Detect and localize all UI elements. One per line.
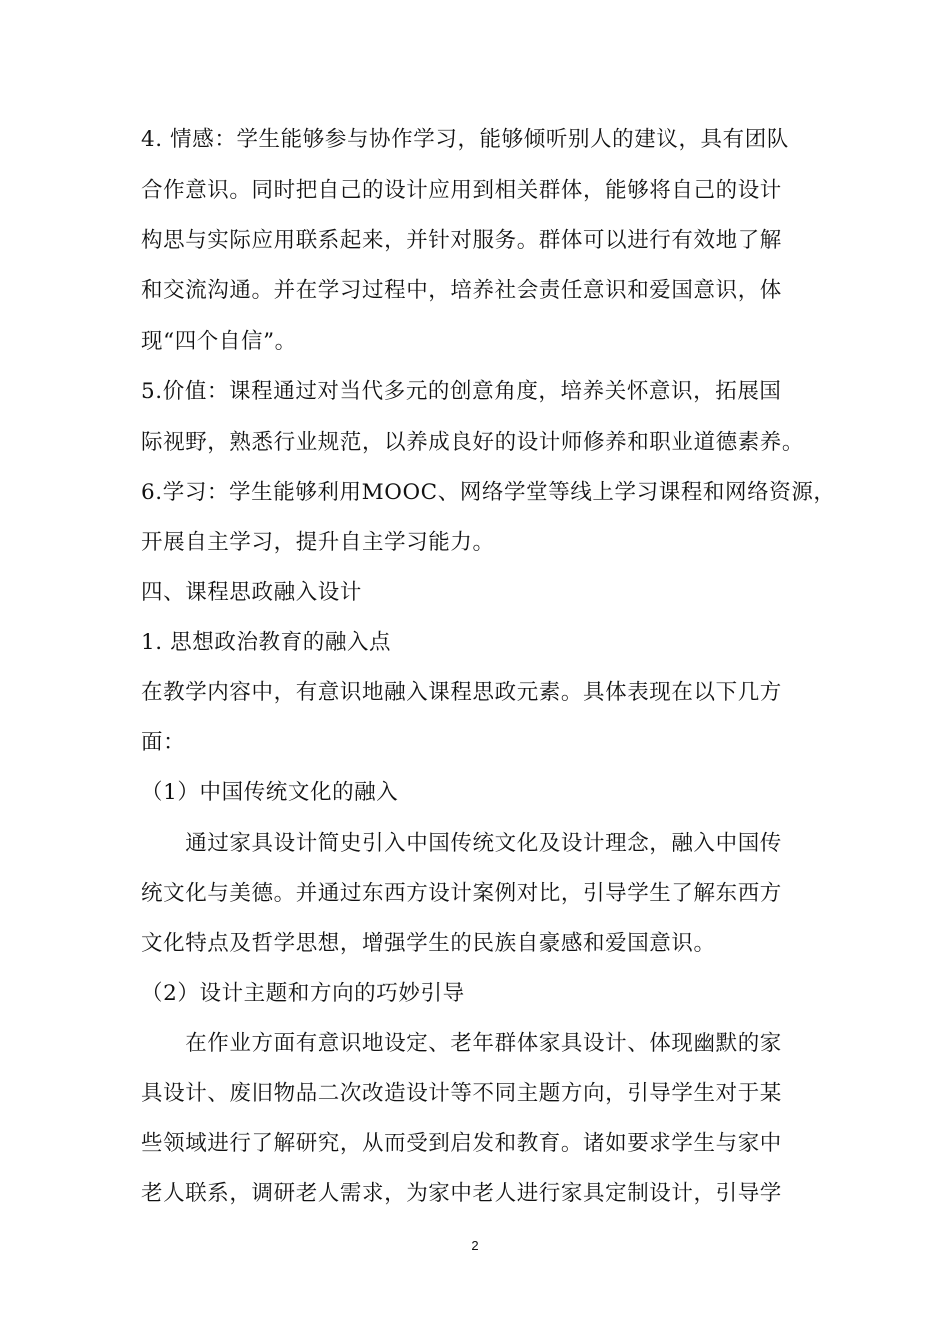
- text-line: 在作业方面有意识地设定、老年群体家具设计、体现幽默的家: [141, 1031, 782, 1056]
- text-line: 和交流沟通。并在学习过程中，培养社会责任意识和爱国意识，体: [141, 278, 782, 303]
- text-line: 统文化与美德。并通过东西方设计案例对比，引导学生了解东西方: [141, 881, 782, 906]
- text-line: 6.学习：学生能够利用MOOC、网络学堂等线上学习课程和网络资源，: [141, 480, 836, 505]
- subsection-heading: 1. 思想政治教育的融入点: [141, 630, 392, 655]
- text-line: 现“四个自信”。: [141, 329, 297, 354]
- text-line: 合作意识。同时把自己的设计应用到相关群体，能够将自己的设计: [141, 178, 782, 203]
- text-line: 4. 情感：学生能够参与协作学习，能够倾听别人的建议，具有团队: [141, 127, 789, 152]
- text-line: 通过家具设计简史引入中国传统文化及设计理念，融入中国传: [141, 831, 782, 856]
- text-line: 际视野，熟悉行业规范，以养成良好的设计师修养和职业道德素养。: [141, 430, 805, 455]
- text-line: 构思与实际应用联系起来，并针对服务。群体可以进行有效地了解: [141, 228, 782, 253]
- text-line: 些领域进行了解研究，从而受到启发和教育。诸如要求学生与家中: [141, 1131, 782, 1156]
- text-line: 具设计、废旧物品二次改造设计等不同主题方向，引导学生对于某: [141, 1081, 782, 1106]
- text-line: 老人联系，调研老人需求，为家中老人进行家具定制设计，引导学: [141, 1181, 782, 1206]
- section-heading: 四、课程思政融入设计: [141, 580, 363, 605]
- text-line: 在教学内容中，有意识地融入课程思政元素。具体表现在以下几方: [141, 680, 782, 705]
- text-line: 面：: [141, 730, 186, 755]
- text-line: 开展自主学习，提升自主学习能力。: [141, 530, 495, 555]
- page-number: 2: [471, 1238, 479, 1253]
- text-line: 文化特点及哲学思想，增强学生的民族自豪感和爱国意识。: [141, 931, 716, 956]
- text-line: 5.价值：课程通过对当代多元的创意角度，培养关怀意识，拓展国: [141, 379, 782, 404]
- item-heading: （1）中国传统文化的融入: [141, 780, 399, 805]
- item-heading: （2）设计主题和方向的巧妙引导: [141, 981, 465, 1006]
